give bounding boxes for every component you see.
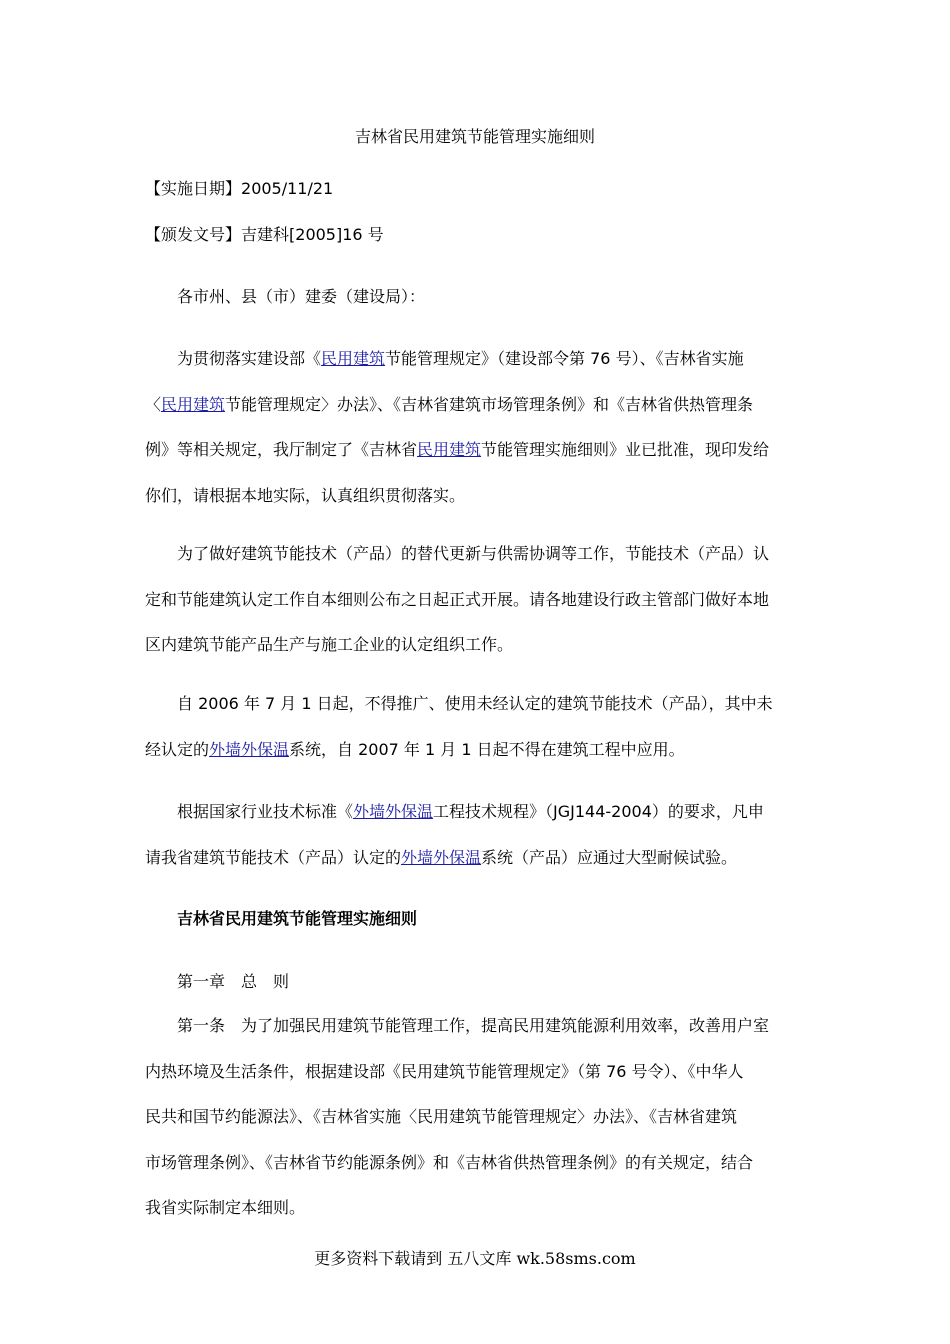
implementation-date (145, 176, 333, 199)
p3-line-1: 自 2006 年 7 月 1 日起，不得推广、使用未经认定的建筑节能技术（产品），其中未 (177, 694, 773, 713)
p1-line-2: 〈民用建筑节能管理规定〉办法》、《吉林省建筑市场管理条例》和《吉林省供热管理条 (145, 394, 754, 414)
p2-line-2: 定和节能建筑认定工作自本细则公布之日起正式开展。请各地建设行政主管部门做好本地 (145, 589, 770, 609)
p3-line-2: 经认定的外墙外保温系统，自 2007 年 1 月 1 日起不得在建筑工程中应用。 (145, 739, 685, 759)
link-civil-building-1[interactable]: 民用建筑 (321, 349, 386, 368)
p2-line-3: 区内建筑节能产品生产与施工企业的认定组织工作。 (145, 635, 514, 655)
p2-line-1: 为了做好建筑节能技术（产品）的替代更新与供需协调等工作，节能技术（产品）认 (177, 544, 770, 563)
paragraph-1 (145, 336, 800, 518)
p4-line-2: 请我省建筑节能技术（产品）认定的外墙外保温系统（产品）应通过大型耐候试验。 (145, 847, 738, 867)
link-exterior-insulation-3[interactable]: 外墙外保温 (401, 847, 482, 867)
docno-label: 【颁发文号】 (145, 225, 242, 244)
p1-line-1: 为贯彻落实建设部《民用建筑节能管理规定》（建设部令第 76 号）、《吉林省实施 (177, 349, 744, 368)
salutation: 各市州、县（市）建委（建设局）： (177, 287, 426, 306)
article1-line-4: 市场管理条例》、《吉林省节约能源条例》和《吉林省供热管理条例》的有关规定，结合 (145, 1152, 754, 1172)
date-label: 【实施日期】 (145, 179, 242, 198)
page-footer: 更多资料下载请到 五八文库 wk.58sms.com (314, 1249, 636, 1268)
link-civil-building-2[interactable]: 民用建筑 (161, 394, 226, 414)
link-civil-building-3[interactable]: 民用建筑 (417, 440, 482, 460)
paragraph-4 (145, 789, 800, 880)
link-exterior-insulation-1[interactable]: 外墙外保温 (209, 739, 290, 759)
article1-line-3: 民共和国节约能源法》、《吉林省实施〈民用建筑节能管理规定〉办法》、《吉林省建筑 (145, 1107, 738, 1127)
section-heading: 吉林省民用建筑节能管理实施细则 (177, 909, 418, 928)
article1-line-2: 内热环境及生活条件，根据建设部《民用建筑节能管理规定》（第 76 号令）、《中华人 (145, 1061, 744, 1081)
article-1 (145, 1003, 800, 1231)
paragraph-3 (145, 681, 800, 772)
document-title: 吉林省民用建筑节能管理实施细则 (354, 127, 595, 146)
date-value: 2005/11/21 (241, 179, 334, 198)
p4-line-1: 根据国家行业技术标准《外墙外保温工程技术规程》（JGJ144-2004）的要求，凡申 (177, 802, 764, 821)
document-number (145, 222, 384, 245)
paragraph-2 (145, 531, 800, 668)
docno-value: 吉建科[2005]16 号 (241, 225, 384, 244)
p1-line-4: 你们，请根据本地实际，认真组织贯彻落实。 (145, 485, 466, 505)
article1-line-5: 我省实际制定本细则。 (145, 1198, 306, 1218)
article1-line-1: 第一条 为了加强民用建筑节能管理工作，提高民用建筑能源利用效率，改善用户室 (177, 1016, 770, 1035)
link-exterior-insulation-2[interactable]: 外墙外保温 (353, 802, 434, 821)
chapter-heading: 第一章 总 则 (177, 972, 290, 991)
p1-line-3: 例》等相关规定，我厅制定了《吉林省民用建筑节能管理实施细则》业已批准，现印发给 (145, 440, 770, 460)
